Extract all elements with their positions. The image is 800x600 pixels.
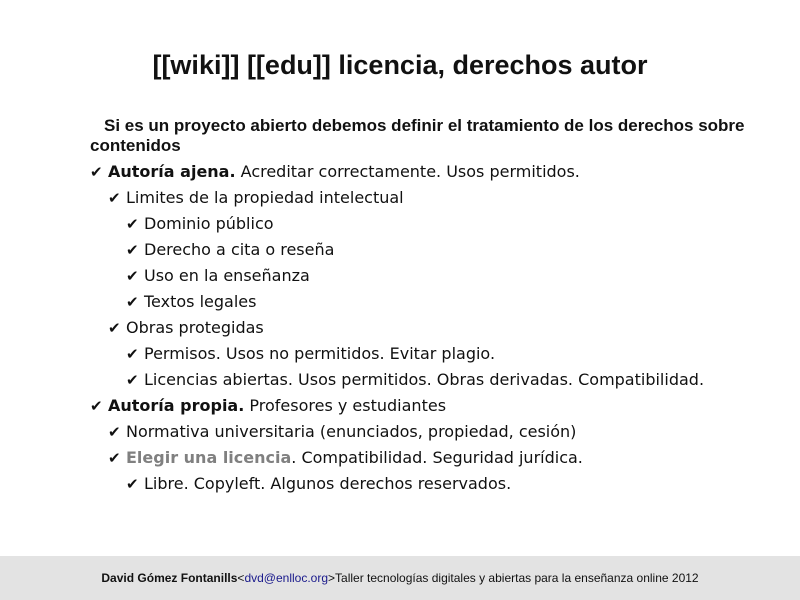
bullet-obras-protegidas [90,318,770,344]
checkmark-icon: ✔ [108,189,121,207]
checkmark-icon: ✔ [126,241,139,259]
bullet-derecho-cita [90,240,770,266]
bullet-text: Obras protegidas [126,318,264,337]
footer-bar [0,556,800,600]
bullet-text: Uso en la enseñanza [144,266,310,285]
bullet-normativa [90,422,770,448]
bullet-autoria-propia [90,396,770,422]
bullet-text: . Compatibilidad. Seguridad jurídica. [291,448,583,467]
footer-email-close: > [328,571,336,585]
bullet-text: Profesores y estudiantes [244,396,447,415]
bullet-limites [90,188,770,214]
bullet-text: Acreditar correctamente. Usos permitidos. [235,162,580,181]
bullet-licencias-abiertas [90,370,770,396]
checkmark-icon: ✔ [90,397,103,415]
bullet-libre-copyleft [90,474,770,500]
intro-text: Si es un proyecto abierto debemos definir el tratamiento de los derechos sobre contenidos [90,116,745,155]
bullet-text: Textos legales [144,292,257,311]
checkmark-icon: ✔ [108,423,121,441]
bullet-bold-label: Autoría propia. [108,396,245,415]
bullet-text: Libre. Copyleft. Algunos derechos reservados. [144,474,512,493]
bullet-uso-ensenanza [90,266,770,292]
bullet-text: Permisos. Usos no permitidos. Evitar plagio. [144,344,496,363]
bullet-elegir-licencia [90,448,770,474]
checkmark-icon: ✔ [126,345,139,363]
checkmark-icon: ✔ [90,163,103,181]
bullet-dominio-publico [90,214,770,240]
footer-author: David Gómez Fontanills [101,571,238,585]
footer-course: Taller tecnologías digitales y abiertas para la enseñanza online 2012 [335,571,699,585]
bullet-textos-legales [90,292,770,318]
bullet-text: Normativa universitaria (enunciados, propiedad, cesión) [126,422,577,441]
bullet-text: Derecho a cita o reseña [144,240,335,259]
checkmark-icon: ✔ [126,215,139,233]
slide-title: [[wiki]] [[edu]] licencia, derechos autor [152,50,648,80]
footer-email-open: < [237,571,245,585]
bullet-permisos [90,344,770,370]
checkmark-icon: ✔ [126,371,139,389]
checkmark-icon: ✔ [126,475,139,493]
checkmark-icon: ✔ [108,449,121,467]
checkmark-icon: ✔ [126,293,139,311]
bullet-text: Dominio público [144,214,274,233]
footer-email-link[interactable]: dvd@enlloc.org [244,571,328,585]
checkmark-icon: ✔ [126,267,139,285]
bullet-bold-label: Autoría ajena. [108,162,236,181]
checkmark-icon: ✔ [108,319,121,337]
bullet-autoria-ajena [90,162,770,188]
bullet-text: Limites de la propiedad intelectual [126,188,404,207]
bullet-text: Licencias abiertas. Usos permitidos. Obras derivadas. Compatibilidad. [144,370,705,389]
elegir-licencia-link[interactable]: Elegir una licencia [126,448,292,467]
slide-body [90,116,770,500]
